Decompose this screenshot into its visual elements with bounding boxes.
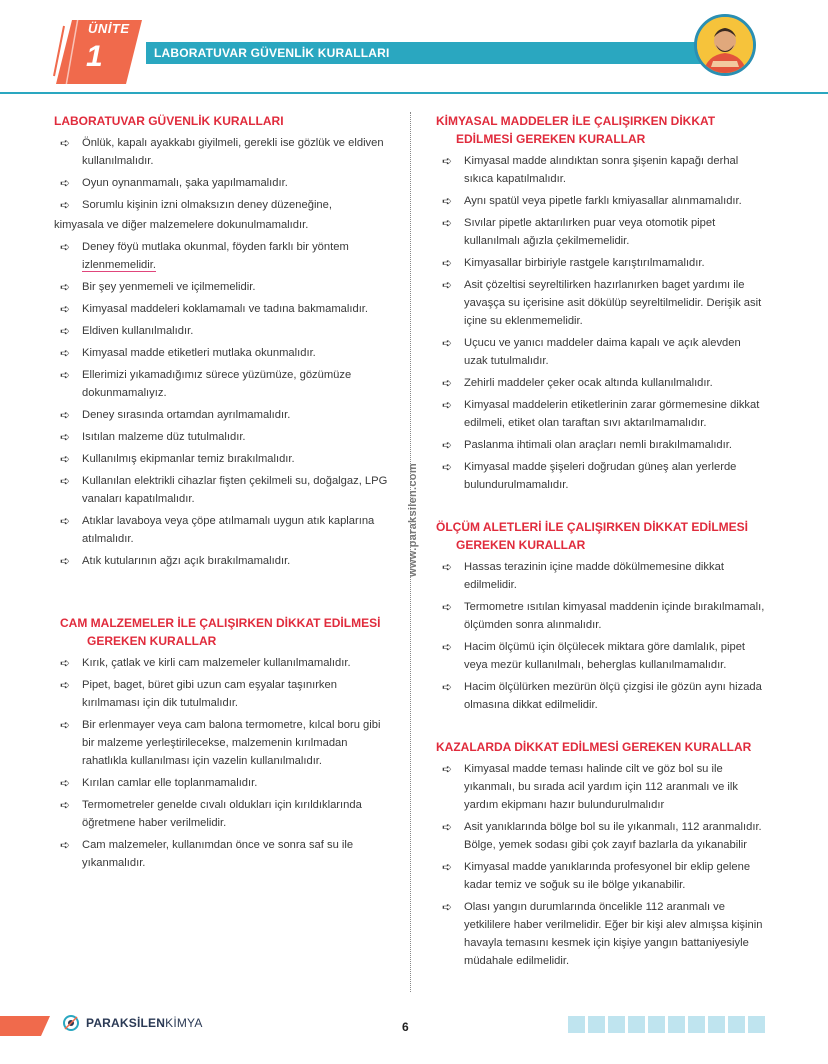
arrow-icon: ➪ — [60, 346, 71, 360]
footer-bar — [628, 1016, 645, 1033]
list-item: ➪ Cam malzemeler, kullanımdan önce ve sonra saf su ile yıkanmalıdır. — [60, 838, 354, 869]
footer-bar — [748, 1016, 765, 1033]
list-item: ➪ Kimyasal madde alındıktan sonra şişenin kapağı derhal sıkıca kapatılmalıdır. — [442, 154, 739, 185]
list-item: ➪ Kimyasal maddeleri koklamamalı ve tadına bakmamalıdır. — [60, 302, 369, 316]
list-item: ➪ Bir şey yenmemeli ve içilmemelidir. — [60, 280, 256, 294]
page-number: 6 — [402, 1020, 409, 1034]
unit-number: 1 — [86, 40, 103, 73]
arrow-icon: ➪ — [60, 838, 71, 852]
footer-bar — [728, 1016, 745, 1033]
list-item: ➪ Eldiven kullanılmalıdır. — [60, 324, 194, 338]
arrow-icon: ➪ — [442, 820, 453, 834]
arrow-icon: ➪ — [60, 656, 71, 670]
list-item: ➪ Kimyasal madde teması halinde cilt ve göz bol su ile yıkanmalı, bu sırada acil yardım için 112 aranmalı ve ilk yardım ekipmanı hazır bulundurulmalıdır — [442, 762, 738, 811]
page-title: LABORATUVAR GÜVENLİK KURALLARI — [154, 46, 390, 60]
footer-bar — [708, 1016, 725, 1033]
list-item: ➪ Olası yangın durumlarında öncelikle 112 aranmalı ve yetkililere haber verilmelidir. Eğer bir kişi alev almışsa kişinin havayla temasını kesmek için kişiye yangın battaniyesiyle müdahale edilmelidir. — [442, 900, 763, 967]
arrow-icon: ➪ — [60, 302, 71, 316]
left-column — [54, 112, 394, 876]
footer-decoration-bars — [568, 1016, 765, 1033]
arrow-icon: ➪ — [60, 198, 71, 212]
footer-bar — [688, 1016, 705, 1033]
arrow-icon: ➪ — [442, 376, 453, 390]
arrow-icon: ➪ — [442, 640, 453, 654]
list-item: ➪ Atıklar lavaboya veya çöpe atılmamalı uygun atık kaplarına atılmalıdır. — [60, 514, 375, 545]
section-title-lab-safety: LABORATUVAR GÜVENLİK KURALLARI — [54, 114, 284, 128]
header-rule — [0, 92, 828, 94]
list-item: ➪ Isıtılan malzeme düz tutulmalıdır. — [60, 430, 246, 444]
list-item: ➪ Deney sırasında ortamdan ayrılmamalıdır. — [60, 408, 291, 422]
section-title-chemicals: KİMYASAL MADDELER İLE ÇALIŞIRKEN DİKKAT EDİLMESİ GEREKEN KURALLAR — [436, 114, 716, 146]
list-item: ➪ Uçucu ve yanıcı maddeler daima kapalı ve açık alevden uzak tutulmalıdır. — [442, 336, 741, 367]
arrow-icon: ➪ — [60, 324, 71, 338]
list-item: ➪ Oyun oynanmamalı, şaka yapılmamalıdır. — [60, 176, 288, 190]
arrow-icon: ➪ — [60, 798, 71, 812]
section-title-measurement: ÖLÇÜM ALETLERİ İLE ÇALIŞIRKEN DİKKAT EDİLMESİ GEREKEN KURALLAR — [436, 520, 748, 552]
footer-bar — [608, 1016, 625, 1033]
list-item: ➪ Hacim ölçümü için ölçülecek miktara göre damlalık, pipet veya mezür kullanılmalı, beherglas kullanılmamalıdır. — [442, 640, 746, 671]
arrow-icon: ➪ — [60, 474, 71, 488]
arrow-icon: ➪ — [60, 718, 71, 732]
list-item: ➪ Hassas terazinin içine madde dökülmemesine dikkat edilmelidir. — [442, 560, 724, 591]
unit-label: ÜNİTE — [88, 21, 130, 36]
arrow-icon: ➪ — [60, 452, 71, 466]
glassware-list — [54, 654, 394, 872]
list-item: ➪ Sıvılar pipetle aktarılırken puar veya otomotik pipet kullanılmalı ağızla çekilmemelidir. — [442, 216, 716, 247]
arrow-icon: ➪ — [60, 240, 71, 254]
list-item: ➪ Kimyasal madde şişeleri doğrudan güneş alan yerlerde bulundurulmamalıdır. — [442, 460, 737, 491]
footer-bar — [588, 1016, 605, 1033]
arrow-icon: ➪ — [60, 430, 71, 444]
section-title-glassware: CAM MALZEMELER İLE ÇALIŞIRKEN DİKKAT EDİLMESİ GEREKEN KURALLAR — [60, 616, 381, 648]
list-item: ➪ Pipet, baget, büret gibi uzun cam eşyalar taşınırken kırılmaması için dik tutulmalıdır. — [60, 678, 337, 709]
list-item: ➪ Kullanılan elektrikli cihazlar fişten çekilmeli su, doğalgaz, LPG vanaları kapatılmalıdır. — [60, 474, 388, 505]
arrow-icon: ➪ — [60, 280, 71, 294]
list-item: ➪ Asit çözeltisi seyreltilirken hazırlanırken baget yardımı ile yavaşça su içerisine asit dökülüp seyreltilmelidir. Derişik asit içine su eklenmemelidir. — [442, 278, 762, 327]
brand-logo-icon — [62, 1014, 80, 1032]
list-item: ➪ Kullanılmış ekipmanlar temiz bırakılmalıdır. — [60, 452, 295, 466]
list-item: ➪ Kimyasal maddelerin etiketlerinin zarar görmemesine dikkat edilmeli, etiket olan taraftan sıvı aktarılmamalıdır. — [442, 398, 760, 429]
lab-safety-list — [54, 134, 394, 570]
arrow-icon: ➪ — [442, 438, 453, 452]
brand-name: PARAKSİLENKİMYA — [86, 1016, 203, 1030]
list-item: ➪ Paslanma ihtimali olan araçları nemli bırakılmamalıdır. — [442, 438, 732, 452]
arrow-icon: ➪ — [442, 460, 453, 474]
list-item: ➪ Zehirli maddeler çeker ocak altında kullanılmalıdır. — [442, 376, 713, 390]
arrow-icon: ➪ — [442, 600, 453, 614]
list-item-continuation — [54, 256, 394, 274]
arrow-icon: ➪ — [442, 398, 453, 412]
list-item: ➪ Asit yanıklarında bölge bol su ile yıkanmalı, 112 aranmalıdır. Bölge, yemek sodası gibi çok zayıf bazlarla da yıkanabilir — [442, 820, 762, 851]
list-item: ➪ Termometre ısıtılan kimyasal maddenin içinde bırakılmamalı, ölçümden sonra alınmalıdır. — [442, 600, 765, 631]
website-url[interactable]: www.paraksilen.com — [407, 463, 419, 577]
arrow-icon: ➪ — [60, 368, 71, 382]
list-item: ➪ Kimyasal madde etiketleri mutlaka okunmalıdır. — [60, 346, 316, 360]
right-column — [436, 112, 766, 974]
arrow-icon: ➪ — [442, 154, 453, 168]
arrow-icon: ➪ — [442, 194, 453, 208]
arrow-icon: ➪ — [442, 256, 453, 270]
arrow-icon: ➪ — [442, 900, 453, 914]
list-item: ➪ Atık kutularının ağzı açık bırakılmamalıdır. — [60, 554, 291, 568]
list-item: ➪ Aynı spatül veya pipetle farklı kmiyasallar alınmamalıdır. — [442, 194, 742, 208]
arrow-icon: ➪ — [442, 560, 453, 574]
footer-bar — [568, 1016, 585, 1033]
footer-bar — [668, 1016, 685, 1033]
arrow-icon: ➪ — [60, 554, 71, 568]
footer-bar — [648, 1016, 665, 1033]
list-item: ➪ Bir erlenmayer veya cam balona termometre, kılcal boru gibi bir malzeme yerleştirilecekse, malzemenin kırılmadan rahatlıkla kullanılması için vazelin kullanılmalıdır. — [60, 718, 381, 767]
arrow-icon: ➪ — [442, 860, 453, 874]
arrow-icon: ➪ — [442, 278, 453, 292]
arrow-icon: ➪ — [60, 514, 71, 528]
arrow-icon: ➪ — [60, 136, 71, 150]
list-item: ➪ Kimyasal madde yanıklarında profesyonel bir eklip gelene kadar temiz ve soğuk su ile bölge yıkanabilir. — [442, 860, 751, 891]
arrow-icon: ➪ — [442, 680, 453, 694]
list-item: ➪ Kırılan camlar elle toplanmamalıdır. — [60, 776, 258, 790]
chemicals-list — [436, 152, 766, 494]
list-item: ➪ Kırık, çatlak ve kirli cam malzemeler kullanılmamalıdır. — [60, 656, 351, 670]
accidents-list — [436, 760, 766, 970]
list-item-continuation: kimyasala ve diğer malzemelere dokunulmamalıdır. — [54, 219, 309, 231]
underlined-text: izlenmemelidir. — [82, 259, 156, 271]
arrow-icon: ➪ — [60, 408, 71, 422]
arrow-icon: ➪ — [442, 216, 453, 230]
arrow-icon: ➪ — [442, 762, 453, 776]
list-item: ➪ Ellerimizi yıkamadığımız sürece yüzümüze, gözümüze dokunmamalıyız. — [60, 368, 352, 399]
arrow-icon: ➪ — [60, 176, 71, 190]
section-title-accidents: KAZALARDA DİKKAT EDİLMESİ GEREKEN KURALLAR — [436, 740, 752, 754]
list-item: ➪ Önlük, kapalı ayakkabı giyilmeli, gerekli ise gözlük ve eldiven kullanılmalıdır. — [60, 136, 384, 167]
list-item: ➪ Deney föyü mutlaka okunmal, föyden farklı bir yöntem — [60, 240, 349, 254]
arrow-icon: ➪ — [60, 678, 71, 692]
list-item: ➪ Termometreler genelde cıvalı oldukları için kırıldıklarında öğretmene haber verilmelidir. — [60, 798, 362, 829]
arrow-icon: ➪ — [60, 776, 71, 790]
footer-accent — [0, 1016, 50, 1036]
list-item: ➪ Hacim ölçülürken mezürün ölçü çizgisi ile gözün aynı hizada olmasına dikkat edilmelidir. — [442, 680, 762, 711]
list-item: ➪ Sorumlu kişinin izni olmaksızın deney düzeneğine, — [60, 198, 332, 212]
author-avatar — [694, 14, 756, 76]
measurement-list — [436, 558, 766, 714]
list-item: ➪ Kimyasallar birbiriyle rastgele karıştırılmamalıdır. — [442, 256, 705, 270]
arrow-icon: ➪ — [442, 336, 453, 350]
